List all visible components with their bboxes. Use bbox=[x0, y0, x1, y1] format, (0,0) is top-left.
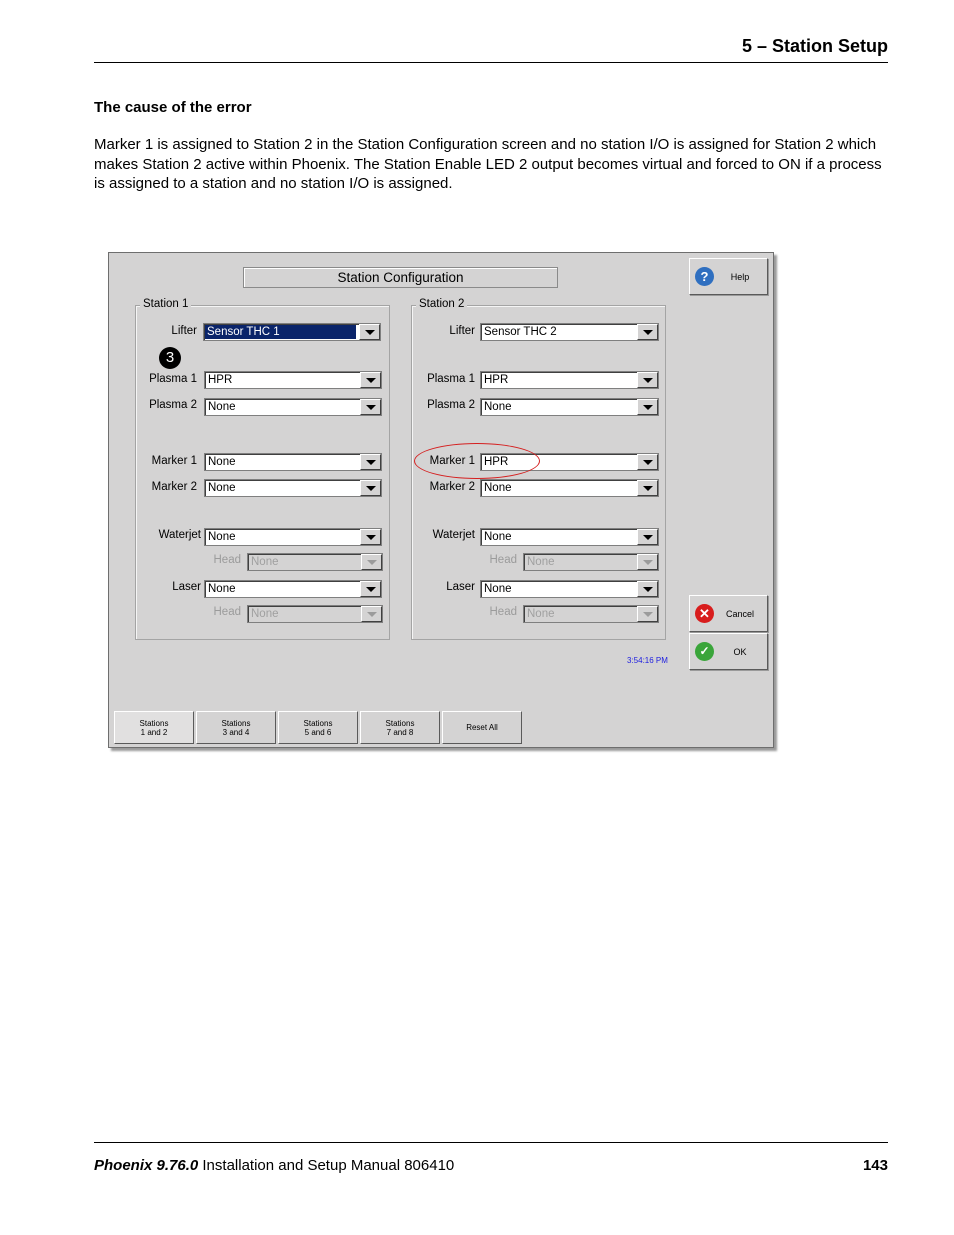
s2-plasma2-dropdown[interactable]: None bbox=[480, 398, 659, 416]
chevron-down-icon[interactable] bbox=[637, 529, 658, 545]
callout-number: 3 bbox=[159, 347, 181, 369]
chevron-down-icon[interactable] bbox=[360, 581, 381, 597]
reset-all-button[interactable]: Reset All bbox=[442, 711, 522, 744]
chevron-down-icon[interactable] bbox=[360, 529, 381, 545]
s2-head2-dropdown: None bbox=[523, 605, 659, 623]
s2-head1-dropdown: None bbox=[523, 553, 659, 571]
chevron-down-icon bbox=[361, 554, 382, 570]
s1-marker2-label: Marker 2 bbox=[151, 481, 197, 493]
chevron-down-icon[interactable] bbox=[360, 480, 381, 496]
clock-time: 3:54:16 PM bbox=[627, 656, 668, 665]
s1-lifter-label: Lifter bbox=[171, 325, 197, 337]
station-2-legend: Station 2 bbox=[416, 298, 467, 310]
marker1-highlight-oval bbox=[414, 443, 540, 479]
x-icon: ✕ bbox=[695, 604, 714, 623]
chevron-down-icon[interactable] bbox=[360, 399, 381, 415]
tab-stations-7-8[interactable]: Stations 7 and 8 bbox=[360, 711, 440, 744]
chevron-down-icon[interactable] bbox=[637, 454, 658, 470]
product-name: Phoenix 9.76.0 bbox=[94, 1157, 199, 1174]
s1-plasma2-label: Plasma 2 bbox=[149, 399, 197, 411]
chevron-down-icon[interactable] bbox=[637, 324, 658, 340]
chevron-down-icon[interactable] bbox=[637, 372, 658, 388]
chevron-down-icon bbox=[637, 606, 658, 622]
s2-laser-label: Laser bbox=[446, 581, 475, 593]
s2-lifter-dropdown[interactable]: Sensor THC 2 bbox=[480, 323, 659, 341]
s1-marker1-dropdown[interactable]: None bbox=[204, 453, 382, 471]
manual-title: Installation and Setup Manual 806410 bbox=[202, 1157, 455, 1174]
s1-head1-label: Head bbox=[213, 554, 241, 566]
station-1-legend: Station 1 bbox=[140, 298, 191, 310]
s2-waterjet-label: Waterjet bbox=[432, 529, 475, 541]
page-header bbox=[94, 36, 888, 63]
chevron-down-icon[interactable] bbox=[637, 399, 658, 415]
s2-plasma1-dropdown[interactable]: HPR bbox=[480, 371, 659, 389]
screen-title: Station Configuration bbox=[243, 267, 558, 288]
page-number: 143 bbox=[862, 1157, 888, 1174]
s1-lifter-dropdown[interactable]: Sensor THC 1 bbox=[203, 323, 381, 341]
s1-head2-label: Head bbox=[213, 606, 241, 618]
chapter-title: 5 – Station Setup bbox=[741, 36, 888, 56]
ok-button[interactable]: ✓ OK bbox=[689, 633, 768, 670]
cancel-button[interactable]: ✕ Cancel bbox=[689, 595, 768, 632]
s2-head2-label: Head bbox=[489, 606, 517, 618]
s2-laser-dropdown[interactable]: None bbox=[480, 580, 659, 598]
footer-text bbox=[94, 1157, 454, 1174]
chevron-down-icon bbox=[637, 554, 658, 570]
s1-plasma1-label: Plasma 1 bbox=[149, 373, 197, 385]
s1-waterjet-dropdown[interactable]: None bbox=[204, 528, 382, 546]
s2-marker2-label: Marker 2 bbox=[429, 481, 475, 493]
s2-plasma1-label: Plasma 1 bbox=[427, 373, 475, 385]
s1-waterjet-label: Waterjet bbox=[158, 529, 201, 541]
s2-head1-label: Head bbox=[489, 554, 517, 566]
s1-marker1-label: Marker 1 bbox=[151, 455, 197, 467]
chevron-down-icon[interactable] bbox=[637, 581, 658, 597]
chevron-down-icon[interactable] bbox=[360, 454, 381, 470]
tab-stations-5-6[interactable]: Stations 5 and 6 bbox=[278, 711, 358, 744]
s2-marker1-dropdown[interactable]: HPR bbox=[480, 453, 659, 471]
chevron-down-icon[interactable] bbox=[637, 480, 658, 496]
chevron-down-icon bbox=[361, 606, 382, 622]
question-mark-icon: ? bbox=[695, 267, 714, 286]
s2-marker1-label: Marker 1 bbox=[429, 455, 475, 467]
chevron-down-icon[interactable] bbox=[360, 372, 381, 388]
s1-head1-dropdown: None bbox=[247, 553, 383, 571]
check-icon: ✓ bbox=[695, 642, 714, 661]
s1-marker2-dropdown[interactable]: None bbox=[204, 479, 382, 497]
station-configuration-screenshot bbox=[108, 252, 774, 748]
tab-stations-1-2[interactable]: Stations 1 and 2 bbox=[114, 711, 194, 744]
body-paragraph: Marker 1 is assigned to Station 2 in the Station Configuration screen and no station I/O is assigned for Station 2 which makes Station 2 active within Phoenix. The Station Enable LED 2 output becomes virtual and forced to ON if a process is assigned to a station and no station I/O is assigned. bbox=[94, 136, 882, 192]
tab-stations-3-4[interactable]: Stations 3 and 4 bbox=[196, 711, 276, 744]
s2-waterjet-dropdown[interactable]: None bbox=[480, 528, 659, 546]
s2-lifter-label: Lifter bbox=[449, 325, 475, 337]
s2-marker2-dropdown[interactable]: None bbox=[480, 479, 659, 497]
s1-plasma1-dropdown[interactable]: HPR bbox=[204, 371, 382, 389]
s1-laser-dropdown[interactable]: None bbox=[204, 580, 382, 598]
chevron-down-icon[interactable] bbox=[359, 324, 380, 340]
help-button[interactable]: ? Help bbox=[689, 258, 768, 295]
page-footer bbox=[94, 1142, 888, 1173]
s1-plasma2-dropdown[interactable]: None bbox=[204, 398, 382, 416]
s1-head2-dropdown: None bbox=[247, 605, 383, 623]
section-title: The cause of the error bbox=[94, 99, 252, 116]
s2-plasma2-label: Plasma 2 bbox=[427, 399, 475, 411]
s1-laser-label: Laser bbox=[172, 581, 201, 593]
